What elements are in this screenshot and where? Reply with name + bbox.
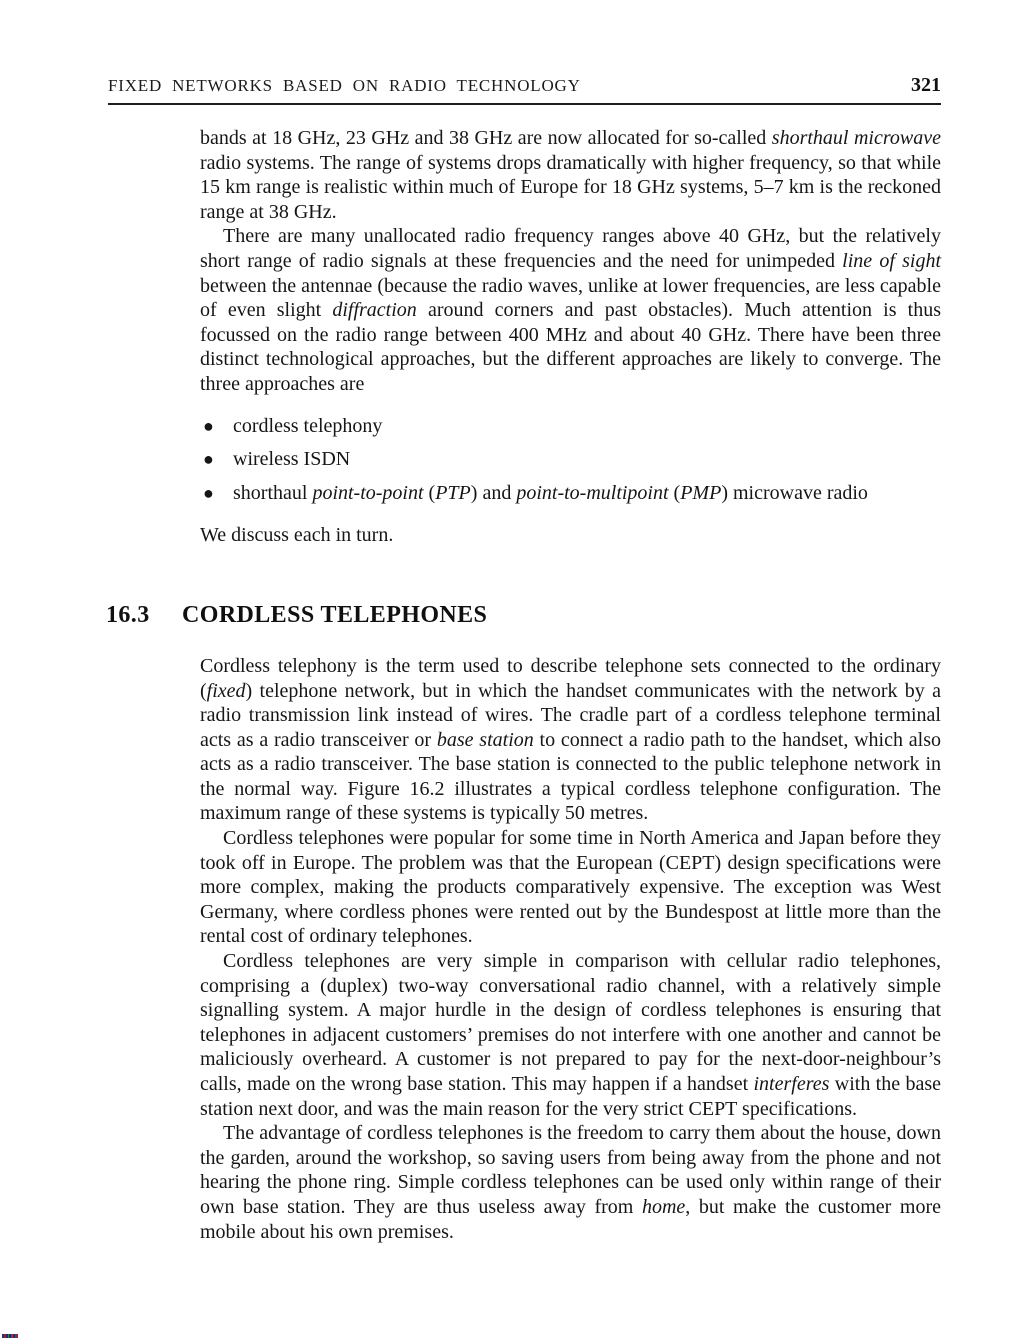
paragraph-cordless-definition: Cordless telephony is the term used to describe telephone sets connected to the ordinary (fixed) telephone network, but in which the handset communicates with the network by a radio transmission link instead of wires. The cradle part of a cordless telephone terminal acts as a radio transceiver or base station to connect a radio path to the handset, which also acts as a radio transceiver. The base station is connected to the public telephone network in the normal way. Figure 16.2 illustrates a typical cordless telephone configuration. The maximum range of these systems is typically 50 metres.	[200, 654, 941, 825]
paragraph-advantage: The advantage of cordless telephones is the freedom to carry them about the house, down the garden, around the workshop, so saving users from being away from the phone and not hearing the phone ring. Simple cordless telephones can be used only within range of their own base station. They are thus useless away from home, but make the customer more mobile about his own premises.	[200, 1122, 941, 1243]
bullet-icon: ●	[203, 415, 214, 436]
bullet-icon: ●	[203, 449, 214, 470]
paragraph-simplicity: Cordless telephones are very simple in comparison with cellular radio telephones, comprising a (duplex) two-way conversational radio channel, with a relatively simple signalling system. A major hurdle in the design of cordless telephones is ensuring that telephones in adjacent customers’ premises do not interfere with one another and cannot be maliciously overheard. A customer is not prepared to pay for the next-door-neighbour’s calls, made on the wrong base station. This may happen if a handset interferes with the base station next door, and was the main reason for the very strict CEPT specifications.	[200, 950, 942, 1120]
running-title: FIXED NETWORKS BASED ON RADIO TECHNOLOGY	[108, 76, 581, 95]
paragraph-unallocated-ranges: There are many unallocated radio frequency ranges above 40 GHz, but the relatively short range of radio signals at these frequencies and the need for unimpeded line of sight between the antennae (because the radio waves, unlike at lower frequencies, are less capable of even slight diffraction around corners and past obstacles). Much attention is thus focussed on the radio range between 400 MHz and about 40 GHz. There have been three distinct technological approaches, but the different approaches are likely to converge. The three approaches are	[200, 225, 941, 395]
page-content	[106, 126, 942, 1244]
list-item	[200, 447, 941, 472]
bullet-icon: ●	[203, 482, 214, 503]
approaches-list	[200, 414, 941, 506]
section-number: 16.3	[106, 601, 150, 628]
scan-artifact	[2, 1334, 18, 1338]
section-heading	[106, 600, 941, 630]
section-title: CORDLESS TELEPHONES	[182, 601, 488, 628]
page-number: 321	[911, 74, 941, 96]
list-item	[200, 481, 941, 506]
page-header	[108, 74, 941, 105]
list-item-label: shorthaul point-to-point (PTP) and point-to-multipoint (PMP) microwave radio	[233, 481, 868, 504]
list-item	[200, 414, 941, 439]
list-item-label: cordless telephony	[233, 414, 383, 437]
paragraph-popularity: Cordless telephones were popular for some time in North America and Japan before they took off in Europe. The problem was that the European (CEPT) design specifications were more complex, making the products comparatively expensive. The exception was West Germany, where cordless phones were rented out by the Bundespost at little more than the rental cost of ordinary telephones.	[200, 827, 941, 948]
paragraph-we-discuss: We discuss each in turn.	[200, 524, 394, 547]
list-item-label: wireless ISDN	[233, 448, 351, 471]
paragraph-shorthaul-bands: bands at 18 GHz, 23 GHz and 38 GHz are now allocated for so-called shorthaul microwave radio systems. The range of systems drops dramatically with higher frequency, so that while 15 km range is realistic within much of Europe for 18 GHz systems, 5–7 km is the reckoned range at 38 GHz.	[200, 127, 941, 223]
